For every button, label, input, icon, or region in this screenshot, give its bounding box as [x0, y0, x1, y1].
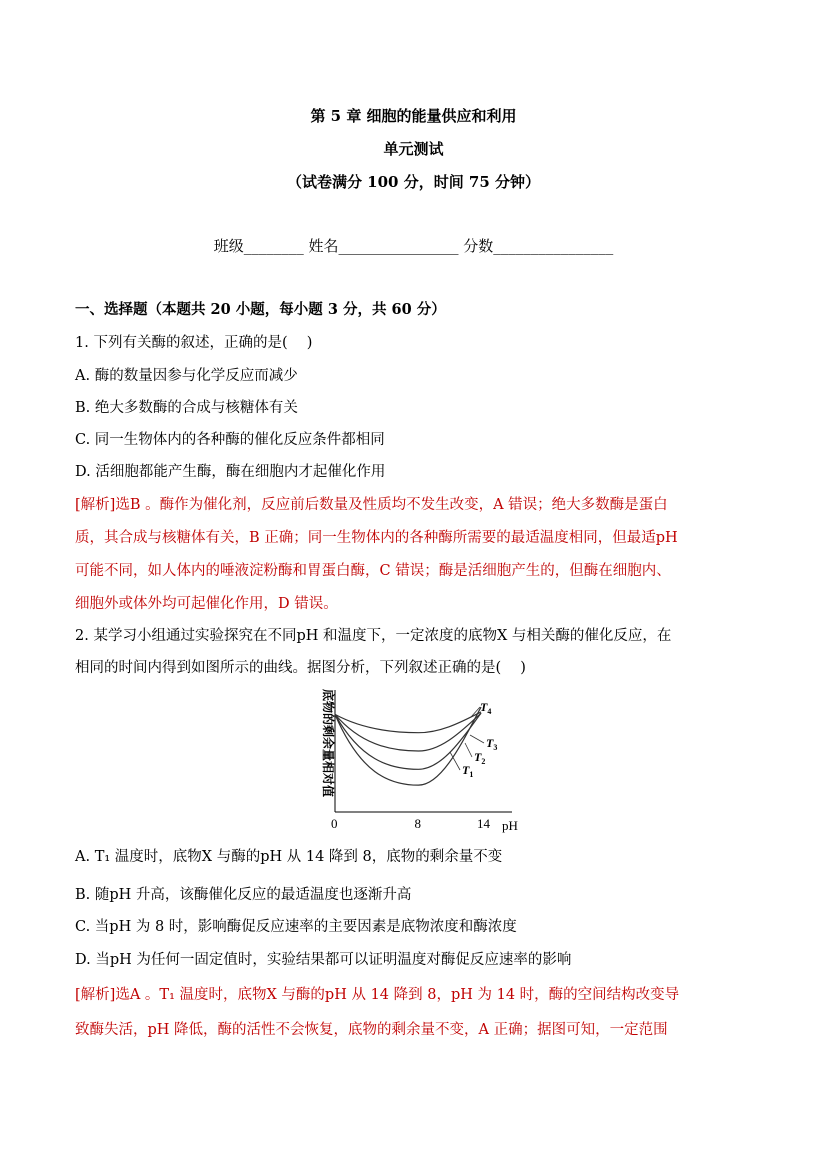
- q2-option-a: A. T₁ 温度时，底物X 与酶的pH 从 14 降到 8，底物的剩余量不变: [75, 849, 503, 865]
- q1-analysis: 可能不同，如人体内的唾液淀粉酶和胃蛋白酶，C 错误；酶是活细胞产生的，但酶在细胞内、: [75, 563, 671, 579]
- curve-T4: [335, 712, 481, 733]
- series-label-T3: $T_3$: [486, 736, 498, 752]
- q2-stem: 相同的时间内得到如图所示的曲线。据图分析，下列叙述正确的是( ): [75, 660, 526, 676]
- x-axis-label: pH: [502, 818, 518, 833]
- chapter-title: 第 5 章 细胞的能量供应和利用: [310, 107, 517, 125]
- q1-option-a: A. 酶的数量因参与化学反应而减少: [75, 368, 298, 384]
- y-axis-label: 底物的剩余量相对值: [321, 689, 335, 798]
- subtitle: 单元测试: [383, 140, 444, 158]
- series-label-T4: $T_4$: [480, 700, 492, 716]
- q2-option-c: C. 当pH 为 8 时，影响酶促反应速率的主要因素是底物浓度和酶浓度: [75, 919, 517, 935]
- q2-stem: 2. 某学习小组通过实验探究在不同pH 和温度下，一定浓度的底物X 与相关酶的催化反应，在: [75, 628, 672, 644]
- leader-line: [465, 743, 472, 757]
- x-tick-label: 0: [331, 816, 338, 831]
- q2-option-d: D. 当pH 为任何一固定值时，实验结果都可以证明温度对酶促反应速率的影响: [75, 952, 572, 968]
- leader-line: [470, 735, 484, 743]
- student-info: 班级________ 姓名________________ 分数________________: [213, 237, 614, 255]
- series-label-T1: $T_1$: [462, 763, 474, 779]
- x-tick-label: 14: [477, 816, 491, 831]
- q1-option-d: D. 活细胞都能产生酶，酶在细胞内才起催化作用: [75, 464, 386, 480]
- q2-option-b: B. 随pH 升高，该酶催化反应的最适温度也逐渐升高: [75, 887, 412, 903]
- exam-note: （试卷满分 100 分，时间 75 分钟）: [286, 173, 541, 191]
- curve-T1: [335, 707, 481, 785]
- q2-analysis: 致酶失活，pH 降低，酶的活性不会恢复，底物的剩余量不变，A 正确；据图可知，一定范围: [75, 1022, 668, 1038]
- q1-option-c: C. 同一生物体内的各种酶的催化反应条件都相同: [75, 432, 385, 448]
- q1-option-b: B. 绝大多数酶的合成与核糖体有关: [75, 400, 298, 416]
- q1-analysis: 质，其合成与核糖体有关，B 正确；同一生物体内的各种酶所需要的最适温度相同，但最适pH: [75, 530, 678, 546]
- q1-analysis: [解析]选B 。酶作为催化剂，反应前后数量及性质均不发生改变，A 错误；绝大多数酶是蛋白: [75, 497, 668, 513]
- series-label-T2: $T_2$: [474, 750, 486, 766]
- enzyme-ph-chart: [300, 685, 530, 835]
- curve-T2: [335, 713, 481, 769]
- x-tick-label: 8: [414, 816, 421, 831]
- q1-analysis: 细胞外或体外均可起催化作用，D 错误。: [75, 596, 338, 612]
- section-heading: 一、选择题（本题共 20 小题，每小题 3 分，共 60 分）: [75, 301, 446, 318]
- q2-analysis: [解析]选A 。T₁ 温度时，底物X 与酶的pH 从 14 降到 8，pH 为 14 时，酶的空间结构改变导: [75, 987, 680, 1003]
- q1-stem: 1. 下列有关酶的叙述，正确的是( ): [75, 335, 313, 351]
